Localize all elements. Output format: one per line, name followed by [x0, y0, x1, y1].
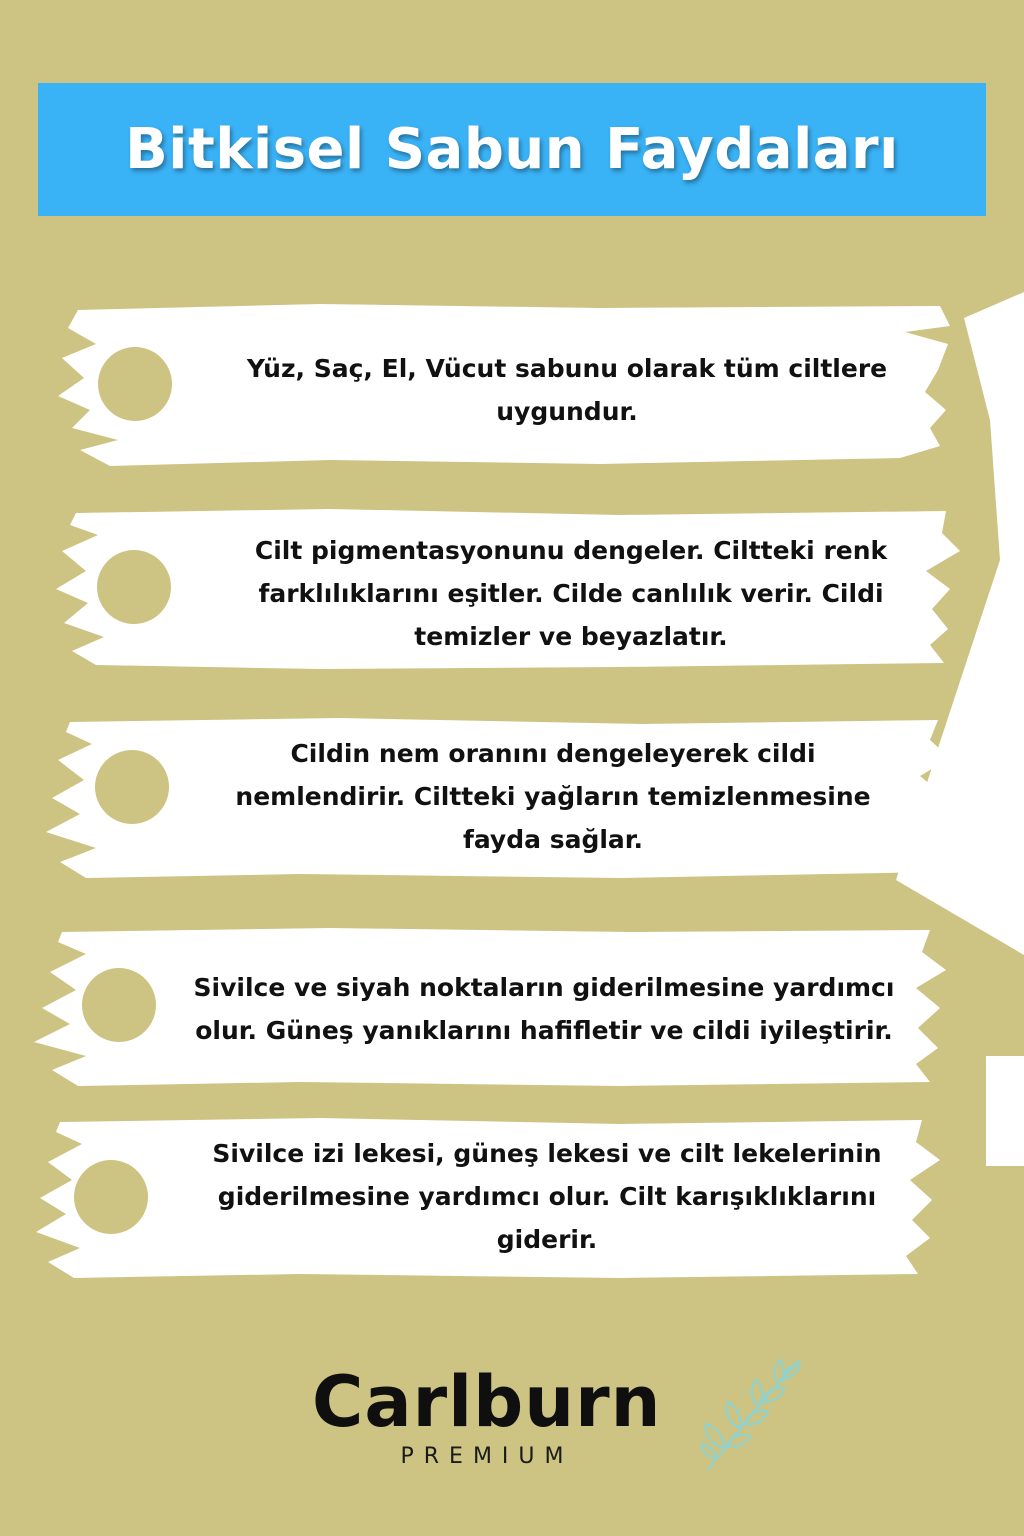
benefit-card-3 [0, 714, 1024, 882]
benefit-line: uygundur. [496, 397, 638, 426]
benefit-line: temizler ve beyazlatır. [414, 622, 728, 651]
leaf-branch-icon [700, 1352, 810, 1476]
brand-tagline: PREMIUM [400, 1444, 574, 1469]
page-title: Bitkisel Sabun Faydaları [125, 117, 899, 182]
bullet-circle [95, 750, 169, 824]
benefit-text-4 [170, 966, 918, 1052]
benefit-text-5 [190, 1132, 904, 1261]
benefit-card-1 [0, 300, 1024, 470]
benefit-line: Sivilce izi lekesi, güneş lekesi ve cilt lekelerinin [212, 1139, 882, 1168]
benefit-card-4 [0, 924, 1024, 1090]
benefit-line: giderilmesine yardımcı olur. Cilt karışıklıklarını [217, 1182, 877, 1211]
title-banner [38, 83, 986, 216]
benefit-line: Yüz, Saç, El, Vücut sabunu olarak tüm ciltlere [246, 354, 888, 383]
bullet-circle [82, 968, 156, 1042]
bullet-circle [98, 347, 172, 421]
benefit-line: Cilt pigmentasyonunu dengeler. Ciltteki renk [254, 536, 888, 565]
brand-name: Carlburn [312, 1361, 662, 1443]
benefit-line: giderir. [496, 1225, 598, 1254]
benefit-line: Cildin nem oranını dengeleyerek cildi [290, 739, 816, 768]
benefit-line: farklılıklarını eşitler. Cilde canlılık verir. Cildi [258, 579, 884, 608]
benefit-line: nemlendirir. Ciltteki yağların temizlenmesine [235, 782, 871, 811]
brand-logo [312, 1361, 662, 1469]
benefit-text-3 [200, 732, 906, 861]
bullet-circle [97, 550, 171, 624]
bullet-circle [74, 1160, 148, 1234]
benefit-line: olur. Güneş yanıklarını hafifletir ve cildi iyileştirir. [195, 1016, 893, 1045]
benefit-line: fayda sağlar. [462, 825, 644, 854]
benefit-text-2 [230, 529, 912, 658]
benefit-line: Sivilce ve siyah noktaların giderilmesine yardımcı [193, 973, 895, 1002]
benefit-card-5 [0, 1114, 1024, 1282]
benefit-card-2 [0, 505, 1024, 673]
benefit-text-1 [230, 347, 904, 433]
